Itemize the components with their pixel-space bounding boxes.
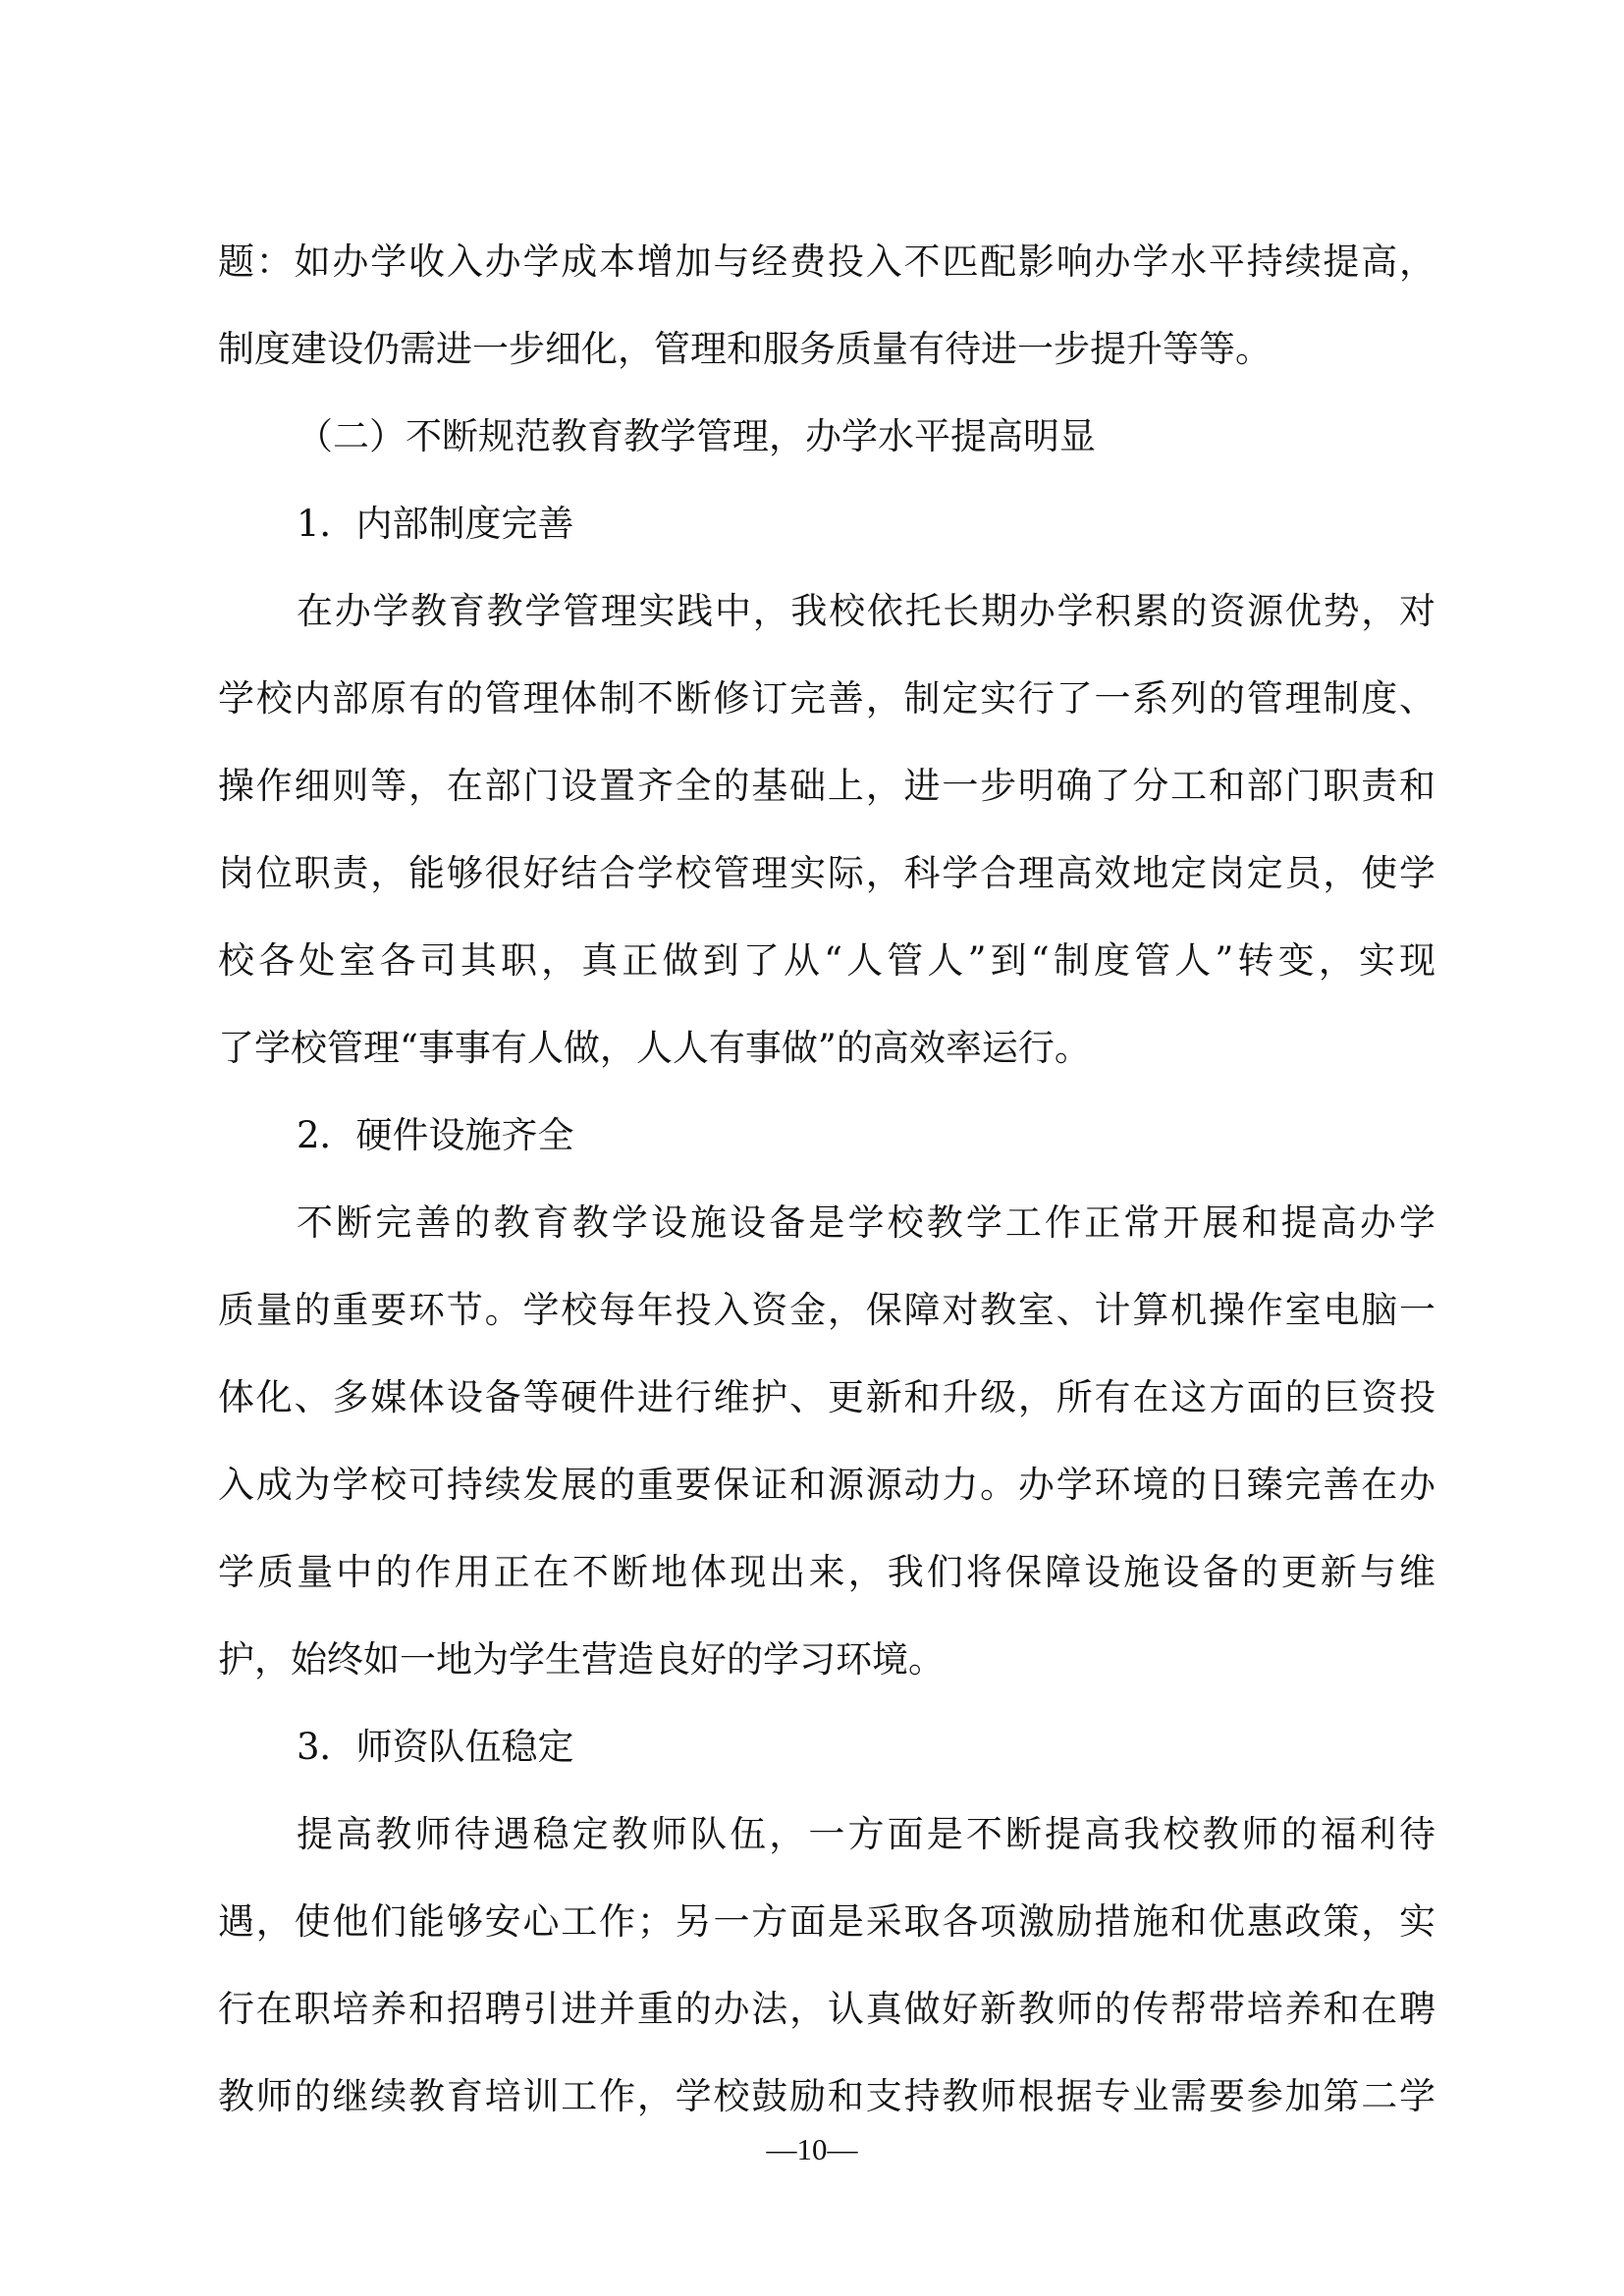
body-text-line: 行在职培养和招聘引进并重的办法，认真做好新教师的传帮带培养和在聘 [218,1988,1435,2030]
body-text-line: 在办学教育教学管理实践中，我校依托长期办学积累的资源优势，对 [297,590,1435,632]
body-text-line: 遇，使他们能够安心工作；另一方面是采取各项激励措施和优惠政策，实 [218,1900,1435,1943]
body-text-line: 质量的重要环节。学校每年投入资金，保障对教室、计算机操作室电脑一 [218,1289,1435,1331]
body-text-line: 提高教师待遇稳定教师队伍，一方面是不断提高我校教师的福利待 [297,1813,1435,1855]
subsection-heading: 2．硬件设施齐全 [297,1114,574,1156]
body-text-line: 校各处室各司其职，真正做到了从“人管人”到“制度管人”转变，实现 [218,939,1435,982]
body-text-line: 制度建设仍需进一步细化，管理和服务质量有待进一步提升等等。 [218,328,1272,370]
section-heading: （二）不断规范教育教学管理，办学水平提高明显 [297,415,1096,457]
body-text-line: 学质量中的作用正在不断地体现出来，我们将保障设施设备的更新与维 [218,1551,1435,1593]
subsection-heading: 1．内部制度完善 [297,503,574,545]
body-text-line: 题：如办学收入办学成本增加与经费投入不匹配影响办学水平持续提高， [218,240,1435,283]
body-text-line: 操作细则等，在部门设置齐全的基础上，进一步明确了分工和部门职责和 [218,765,1435,807]
body-text-line: 学校内部原有的管理体制不断修订完善，制定实行了一系列的管理制度、 [218,677,1435,720]
subsection-heading: 3．师资队伍稳定 [297,1726,574,1768]
document-body [218,218,1435,2140]
body-text-line: 了学校管理“事事有人做，人人有事做”的高效率运行。 [218,1027,1091,1069]
body-text-line: 入成为学校可持续发展的重要保证和源源动力。办学环境的日臻完善在办 [218,1464,1435,1506]
body-text-line: 不断完善的教育教学设施设备是学校教学工作正常开展和提高办学 [297,1201,1435,1244]
body-text-line: 岗位职责，能够很好结合学校管理实际，科学合理高效地定岗定员，使学 [218,852,1435,894]
page-number: —10— [766,2132,858,2166]
body-text-line: 体化、多媒体设备等硬件进行维护、更新和升级，所有在这方面的巨资投 [218,1376,1435,1418]
body-text-line: 护，始终如一地为学生营造良好的学习环境。 [218,1638,945,1681]
body-text-line: 教师的继续教育培训工作，学校鼓励和支持教师根据专业需要参加第二学 [218,2075,1435,2117]
